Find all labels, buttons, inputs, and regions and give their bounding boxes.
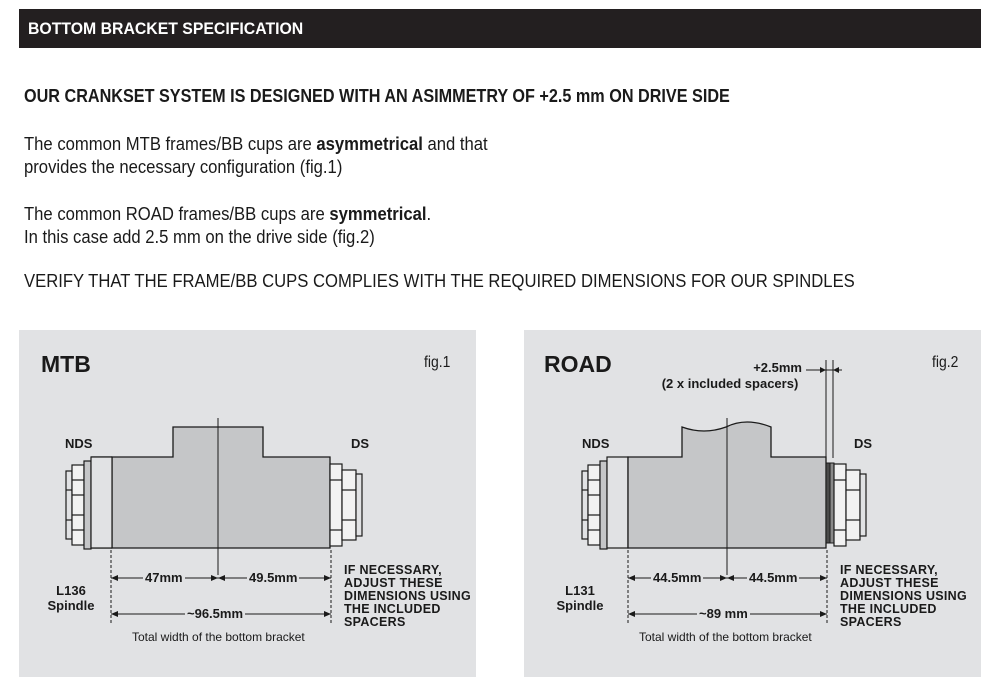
road-nds-label: NDS xyxy=(582,436,610,451)
mtb-fig-label: fig.1 xyxy=(424,354,451,371)
road-ds-label: DS xyxy=(854,436,873,451)
mtb-caption: Total width of the bottom bracket xyxy=(132,630,305,644)
road-total-dim: ~89 mm xyxy=(699,606,748,621)
mtb-note-line: THE INCLUDED xyxy=(344,602,441,616)
road-spindle-word: Spindle xyxy=(556,598,604,613)
paragraph-mtb-pre: The common MTB frames/BB cups are xyxy=(24,133,317,154)
mtb-left-dim: 47mm xyxy=(145,570,183,585)
road-left-dim: 44.5mm xyxy=(653,570,702,585)
mtb-spindle-label xyxy=(43,583,99,613)
mtb-spindle-word: Spindle xyxy=(47,598,95,613)
mtb-note-line: SPACERS xyxy=(344,615,406,629)
mtb-spacer-note xyxy=(344,564,471,629)
paragraph-road-line2: In this case add 2.5 mm on the drive side (fig.2) xyxy=(24,226,375,247)
paragraph-road xyxy=(24,202,431,248)
mtb-title: MTB xyxy=(41,351,91,377)
road-spindle-length: L131 xyxy=(565,583,595,598)
mtb-figure-panel xyxy=(19,330,476,677)
mtb-right-dim: 49.5mm xyxy=(249,570,298,585)
road-caption: Total width of the bottom bracket xyxy=(639,630,812,644)
road-note-line: IF NECESSARY, xyxy=(840,563,938,577)
paragraph-mtb-bold: asymmetrical xyxy=(316,133,423,154)
mtb-note-line: DIMENSIONS USING xyxy=(344,589,472,603)
road-fig-label: fig.2 xyxy=(932,354,959,371)
road-spacer-callout xyxy=(656,360,804,392)
road-spindle-label xyxy=(552,583,608,613)
mtb-spindle-length: L136 xyxy=(56,583,86,598)
road-spacer-amount: +2.5mm xyxy=(753,360,802,375)
road-note-line: ADJUST THESE xyxy=(840,576,939,590)
mtb-note-line: IF NECESSARY, xyxy=(344,563,442,577)
mtb-shell xyxy=(112,427,330,548)
paragraph-road-bold: symmetrical xyxy=(329,203,427,224)
section-title: BOTTOM BRACKET SPECIFICATION xyxy=(28,19,304,38)
paragraph-road-post: . xyxy=(426,203,432,224)
road-nds-cup xyxy=(582,461,607,549)
verify-statement: VERIFY THAT THE FRAME/BB CUPS COMPLIES WITH THE REQUIRED DIMENSIONS FOR OUR SPINDLES xyxy=(24,270,855,291)
mtb-note-line: ADJUST THESE xyxy=(344,576,443,590)
headline: OUR CRANKSET SYSTEM IS DESIGNED WITH AN ASIMMETRY OF +2.5 mm ON DRIVE SIDE xyxy=(24,86,730,106)
mtb-nds-cup xyxy=(66,461,91,549)
section-header-bar xyxy=(19,9,981,48)
road-ds-cup xyxy=(834,464,866,546)
mtb-nds-label: NDS xyxy=(65,436,93,451)
paragraph-mtb xyxy=(24,132,488,178)
road-spacers xyxy=(826,463,834,543)
road-title: ROAD xyxy=(544,351,612,377)
road-note-line: SPACERS xyxy=(840,615,902,629)
mtb-total-dim: ~96.5mm xyxy=(187,606,244,621)
paragraph-road-pre: The common ROAD frames/BB cups are xyxy=(24,203,330,224)
road-spacer-note xyxy=(840,564,967,629)
mtb-ds-label: DS xyxy=(351,436,370,451)
mtb-ds-cup xyxy=(330,464,362,546)
road-note-line: DIMENSIONS USING xyxy=(840,589,968,603)
paragraph-mtb-post: and that xyxy=(422,133,488,154)
paragraph-mtb-line2: provides the necessary configuration (fig.1) xyxy=(24,156,343,177)
road-figure-panel xyxy=(524,330,981,677)
road-right-dim: 44.5mm xyxy=(749,570,798,585)
road-spacer-desc: (2 x included spacers) xyxy=(661,376,799,391)
road-note-line: THE INCLUDED xyxy=(840,602,937,616)
